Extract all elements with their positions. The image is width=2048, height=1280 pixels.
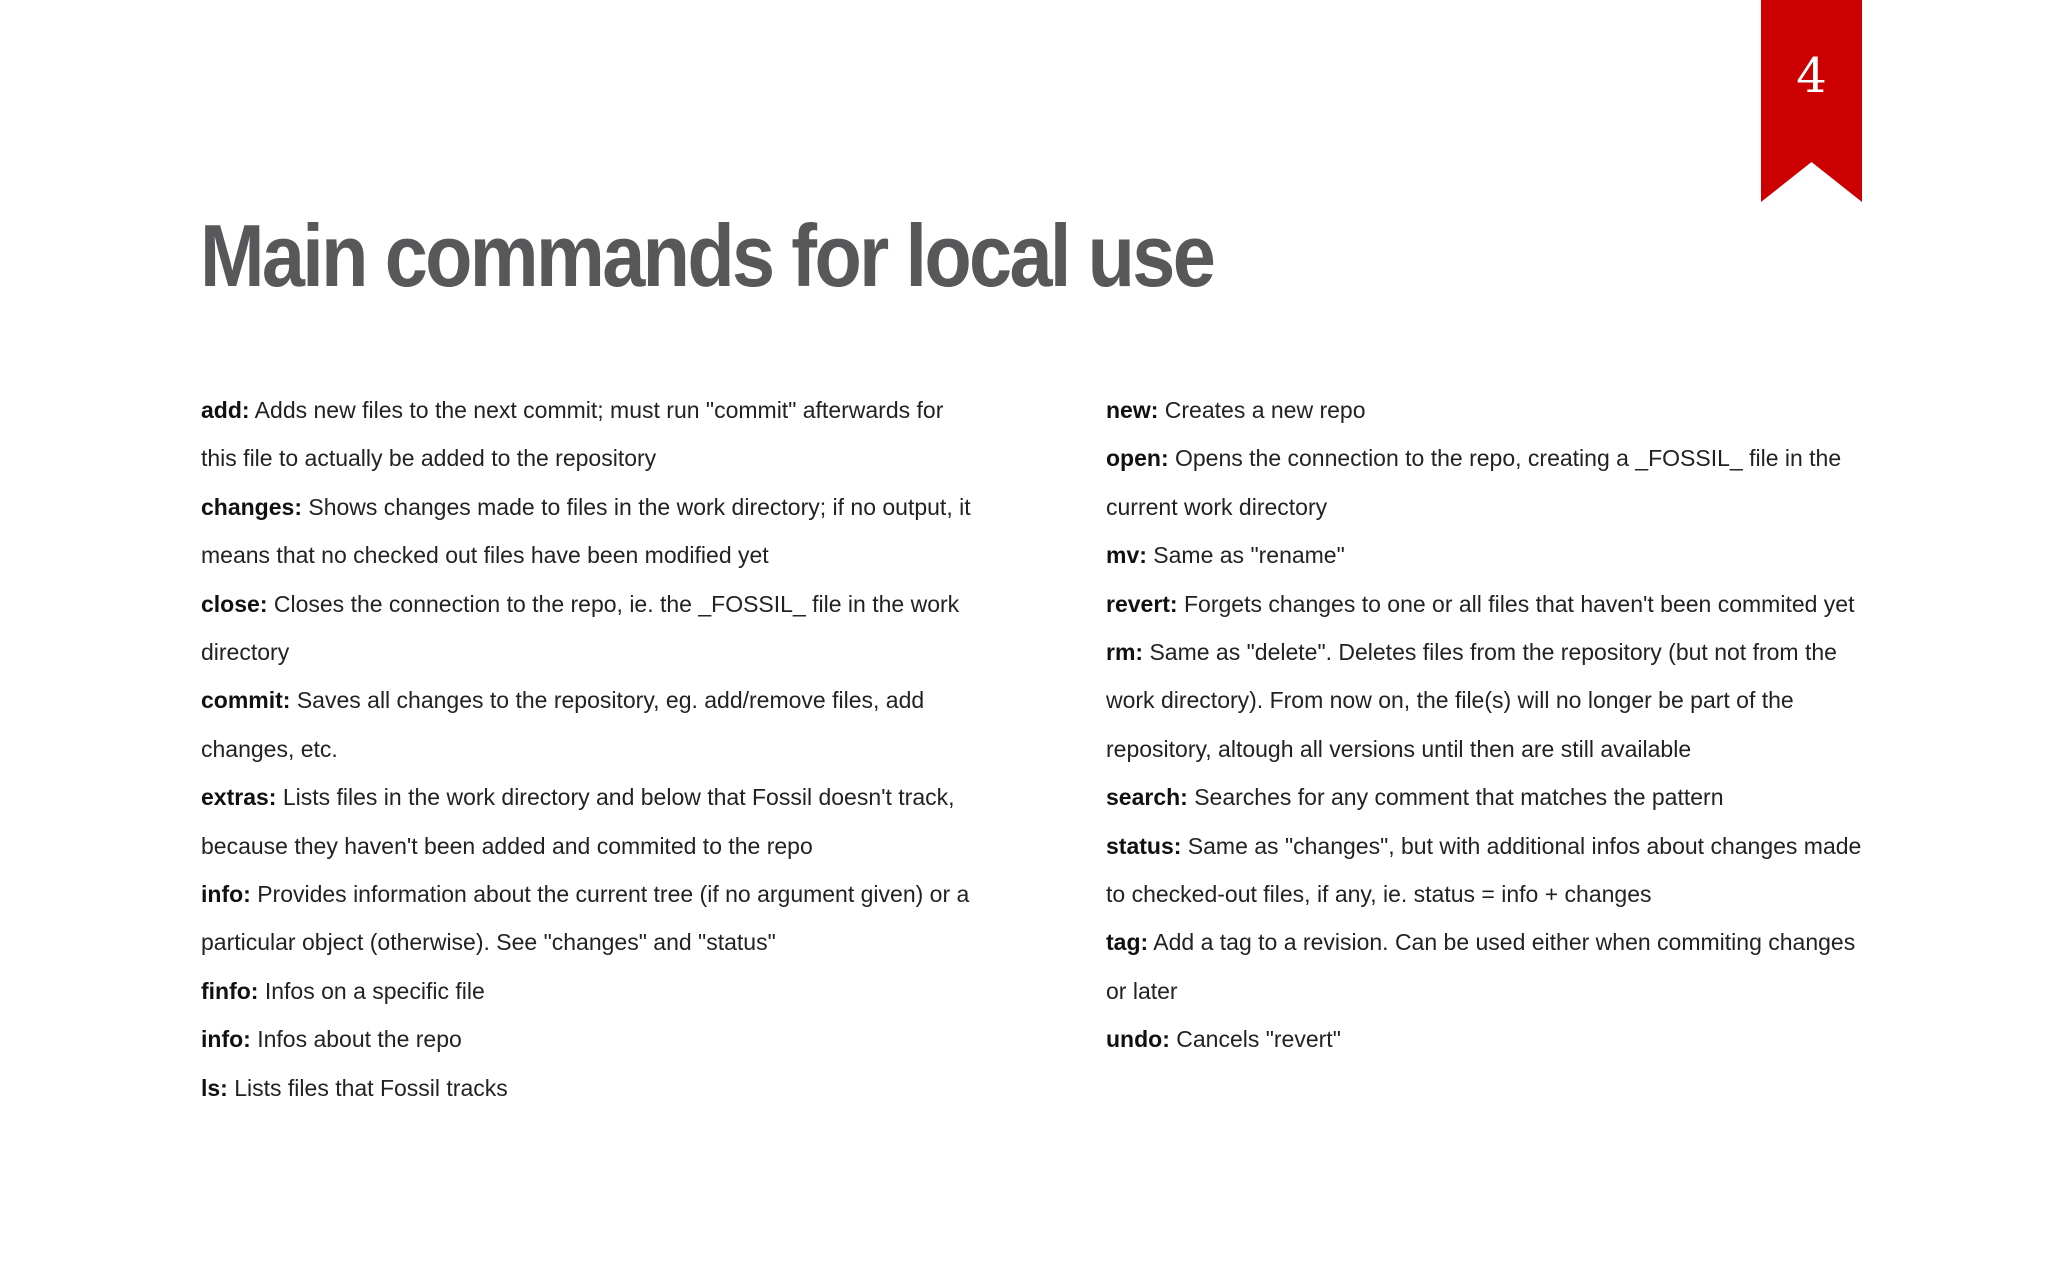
command-description: Opens the connection to the repo, creating a _FOSSIL_ file in the current work directory — [1106, 445, 1842, 520]
command-term: open: — [1106, 445, 1169, 472]
page-number: 4 — [1796, 48, 1827, 104]
left-column — [201, 386, 971, 1112]
command-description: Adds new files to the next commit; must run "commit" afterwards for this file to actually be added to the repository — [201, 397, 944, 472]
command-description: Creates a new repo — [1158, 397, 1366, 423]
command-term: finfo: — [201, 977, 259, 1004]
command-entry-search — [1106, 773, 1876, 821]
command-entry-rm — [1106, 628, 1876, 773]
command-entry-ls — [201, 1064, 971, 1112]
command-entry-changes — [201, 483, 971, 580]
slide-title: Main commands for local use — [200, 206, 1214, 305]
command-entry-revert — [1106, 580, 1876, 628]
command-description: Infos on a specific file — [258, 977, 485, 1004]
command-description: Add a tag to a revision. Can be used either when commiting changes or later — [1106, 929, 1856, 1004]
command-term: tag: — [1106, 929, 1149, 956]
command-entry-add — [201, 386, 971, 483]
command-description: Same as "changes", but with additional infos about changes made to checked-out files, if any, ie. status = info + changes — [1106, 832, 1862, 908]
command-description: Searches for any comment that matches the pattern — [1187, 784, 1724, 811]
command-term: extras: — [201, 784, 277, 811]
command-term: new: — [1106, 397, 1159, 423]
command-description: Same as "rename" — [1146, 542, 1345, 569]
command-description: Closes the connection to the repo, ie. the _FOSSIL_ file in the work directory — [201, 590, 960, 666]
command-term: commit: — [201, 687, 291, 714]
command-entry-undo — [1106, 1015, 1876, 1063]
command-description: Same as "delete". Deletes files from the repository (but not from the work directory). From now on, the file(s) will no longer be part of the repository, altough all versions until then are still available — [1106, 639, 1837, 762]
command-entry-tag — [1106, 918, 1876, 1015]
command-term: ls: — [201, 1074, 228, 1101]
command-entry-finfo — [201, 967, 971, 1015]
command-entry-info-repo — [201, 1015, 971, 1063]
command-description: Cancels "revert" — [1169, 1026, 1341, 1053]
command-term: search: — [1106, 784, 1188, 811]
command-entry-status — [1106, 822, 1876, 919]
command-entry-open — [1106, 434, 1876, 531]
command-entry-commit — [201, 676, 971, 773]
command-entry-info-tree — [201, 870, 971, 967]
command-term: close: — [201, 590, 268, 617]
command-entry-close — [201, 580, 971, 677]
command-description: Lists files that Fossil tracks — [227, 1074, 508, 1101]
command-description: Lists files in the work directory and below that Fossil doesn't track, because they haven't been added and commited to the repo — [201, 784, 955, 859]
command-term: info: — [201, 1026, 251, 1053]
command-description: Provides information about the current tree (if no argument given) or a particular object (otherwise). See "changes" and "status" — [201, 881, 970, 956]
command-entry-new — [1106, 386, 1876, 434]
command-term: mv: — [1106, 542, 1147, 569]
command-term: status: — [1106, 832, 1182, 859]
right-column — [1106, 386, 1876, 1064]
command-entry-extras — [201, 773, 971, 870]
command-term: revert: — [1106, 590, 1178, 617]
command-term: changes: — [201, 493, 302, 520]
command-term: undo: — [1106, 1026, 1170, 1053]
command-term: add: — [201, 397, 250, 423]
command-description: Forgets changes to one or all files that haven't been commited yet — [1177, 590, 1855, 617]
command-entry-mv — [1106, 531, 1876, 579]
command-term: rm: — [1106, 639, 1144, 666]
command-term: info: — [201, 881, 251, 908]
command-description: Saves all changes to the repository, eg. add/remove files, add changes, etc. — [201, 687, 925, 762]
command-description: Infos about the repo — [250, 1026, 462, 1053]
command-description: Shows changes made to files in the work directory; if no output, it means that no checked out files have been modified yet — [201, 493, 971, 569]
